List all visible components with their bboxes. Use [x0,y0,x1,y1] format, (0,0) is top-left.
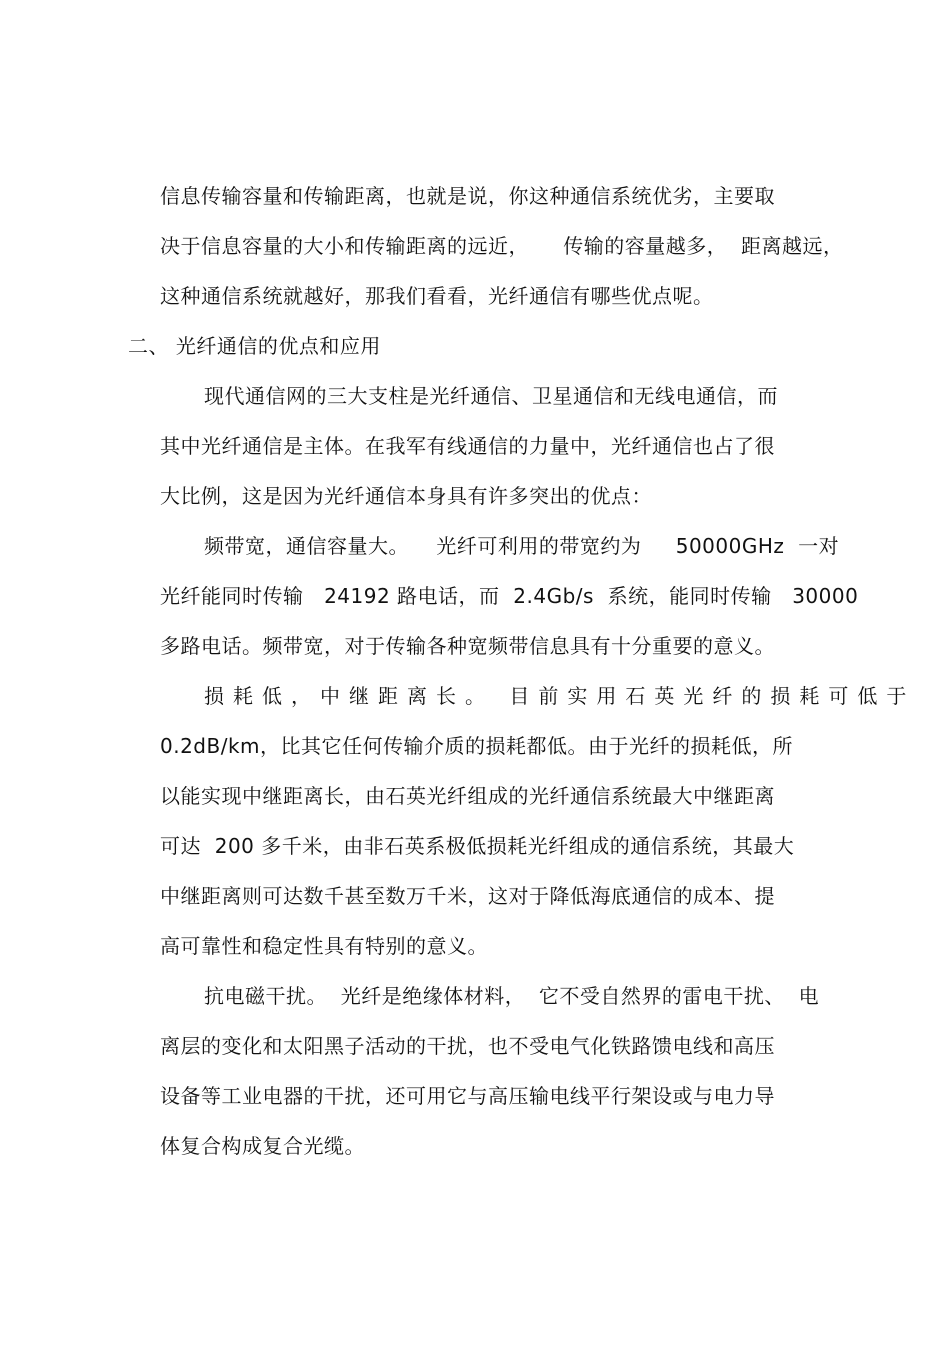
paragraph-4-line-2: 0.2dB/km，比其它任何传输介质的损耗都低。由于光纤的损耗低，所 [160,734,794,758]
paragraph-3-line-2: 光纤能同时传输 24192 路电话，而 2.4Gb/s 系统，能同时传输 30000 [160,584,859,608]
paragraph-2-line-1: 现代通信网的三大支柱是光纤通信、卫星通信和无线电通信，而 [204,384,778,408]
paragraph-5-line-1: 抗电磁干扰。 光纤是绝缘体材料， 它不受自然界的雷电干扰、 电 [204,984,820,1008]
paragraph-5-line-4: 体复合构成复合光缆。 [160,1134,365,1158]
paragraph-4-line-1: 损耗低，中继距离长。 目前实用石英光纤的损耗可低于 [204,684,916,708]
paragraph-2-line-3: 大比例，这是因为光纤通信本身具有许多突出的优点： [160,484,652,508]
paragraph-4-line-3: 以能实现中继距离长，由石英光纤组成的光纤通信系统最大中继距离 [160,784,775,808]
paragraph-1-line-1: 信息传输容量和传输距离，也就是说，你这种通信系统优劣，主要取 [160,184,775,208]
paragraph-1-line-2: 决于信息容量的大小和传输距离的远近， 传输的容量越多， 距离越远， [160,234,844,258]
paragraph-5-line-3: 设备等工业电器的干扰，还可用它与高压输电线平行架设或与电力导 [160,1084,775,1108]
paragraph-4-line-4: 可达 200 多千米，由非石英系极低损耗光纤组成的通信系统，其最大 [160,834,795,858]
paragraph-3-line-3: 多路电话。频带宽，对于传输各种宽频带信息具有十分重要的意义。 [160,634,775,658]
section-heading: 二、 光纤通信的优点和应用 [128,334,381,358]
paragraph-1-line-3: 这种通信系统就越好，那我们看看，光纤通信有哪些优点呢。 [160,284,714,308]
paragraph-5-line-2: 离层的变化和太阳黑子活动的干扰，也不受电气化铁路馈电线和高压 [160,1034,775,1058]
paragraph-3-line-1: 频带宽，通信容量大。 光纤可利用的带宽约为 50000GHz 一对 [204,534,840,558]
paragraph-2-line-2: 其中光纤通信是主体。在我军有线通信的力量中，光纤通信也占了很 [160,434,775,458]
paragraph-4-line-5: 中继距离则可达数千甚至数万千米，这对于降低海底通信的成本、提 [160,884,775,908]
paragraph-4-line-6: 高可靠性和稳定性具有特别的意义。 [160,934,488,958]
